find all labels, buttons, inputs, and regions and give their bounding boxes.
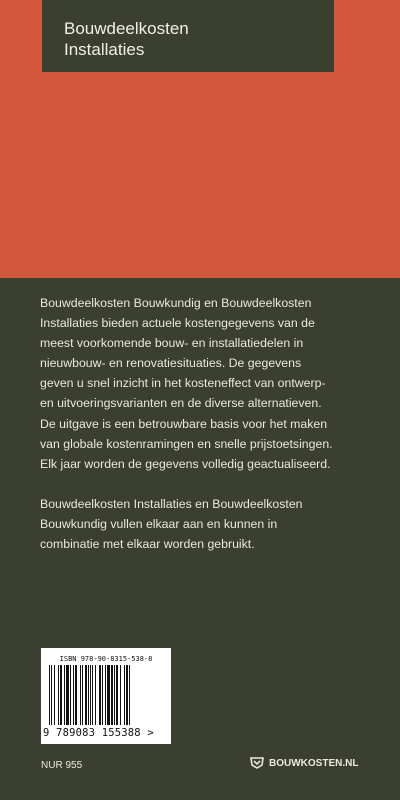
paragraph-1 — [40, 293, 368, 474]
cover-title-line-1: Bouwdeelkosten — [64, 19, 189, 38]
barcode-bar — [75, 665, 77, 725]
barcode-bar — [64, 665, 65, 725]
cover-title — [42, 0, 334, 72]
barcode-bar — [60, 665, 62, 725]
paragraph-2-line: Bouwdeelkosten Installaties en Bouwdeelkosten — [40, 496, 303, 511]
paragraph-1-line: nieuwbouw- en renovatiesituaties. De gegevens — [40, 356, 302, 371]
barcode-bar — [95, 665, 96, 725]
back-cover-text — [40, 293, 368, 554]
barcode-bar — [80, 665, 81, 725]
paragraph-1-line: geven u snel inzicht in het kosteneffect van ontwerp- — [40, 376, 326, 391]
nur-code: NUR 955 — [41, 760, 83, 771]
paragraph-2 — [40, 494, 368, 554]
barcode-bar — [116, 665, 118, 725]
paragraph-1-line: Elk jaar worden de gegevens volledig geactualiseerd. — [40, 456, 331, 471]
barcode-bar — [85, 665, 87, 725]
bouwkosten-logo-icon — [250, 757, 264, 769]
barcode-bar — [129, 665, 130, 725]
barcode-bar — [49, 665, 50, 725]
paragraph-2-line: Bouwkundig vullen elkaar aan en kunnen in — [40, 516, 278, 531]
barcode-bars — [49, 665, 163, 725]
barcode-bar — [51, 665, 52, 725]
barcode-bar — [82, 665, 83, 725]
paragraph-1-line: Installaties bieden actuele kostengegevens van de — [40, 316, 315, 331]
barcode-bar — [58, 665, 59, 725]
publisher-brand — [250, 757, 358, 769]
barcode-bar — [107, 665, 110, 725]
barcode-bar — [124, 665, 125, 725]
barcode-bar — [105, 665, 106, 725]
barcode-bar — [114, 665, 115, 725]
barcode-bar — [111, 665, 113, 725]
paragraph-1-line: van globale kostenramingen en snelle prijstoetsingen. — [40, 436, 333, 451]
barcode-bar — [90, 665, 91, 725]
barcode-bar — [70, 665, 71, 725]
brand-name: BOUWKOSTEN.NL — [269, 757, 359, 769]
barcode-bar — [73, 665, 74, 725]
paragraph-1-line: meest voorkomende bouw- en installatiedelen in — [40, 336, 304, 351]
barcode-bar — [102, 665, 103, 725]
barcode-bar — [99, 665, 101, 725]
isbn-barcode — [41, 648, 171, 744]
barcode-bar — [120, 665, 121, 725]
paragraph-1-line: en uitvoeringsvarianten en de diverse alternatieven. — [40, 396, 322, 411]
cover-title-line-2: Installaties — [64, 40, 145, 59]
barcode-bar — [126, 665, 128, 725]
ean-digits: 9 789083 155388 > — [43, 727, 154, 739]
barcode-bar — [88, 665, 89, 725]
isbn-number: ISBN 978-90-8315-538-8 — [59, 655, 153, 663]
barcode-bar — [92, 665, 93, 725]
paragraph-1-line: Bouwdeelkosten Bouwkundig en Bouwdeelkosten — [40, 296, 312, 310]
paragraph-2-line: combinatie met elkaar worden gebruikt. — [40, 537, 255, 552]
barcode-bar — [54, 665, 55, 725]
paragraph-1-line: De uitgave is een betrouwbare basis voor het maken — [40, 416, 328, 431]
barcode-bar — [66, 665, 69, 725]
